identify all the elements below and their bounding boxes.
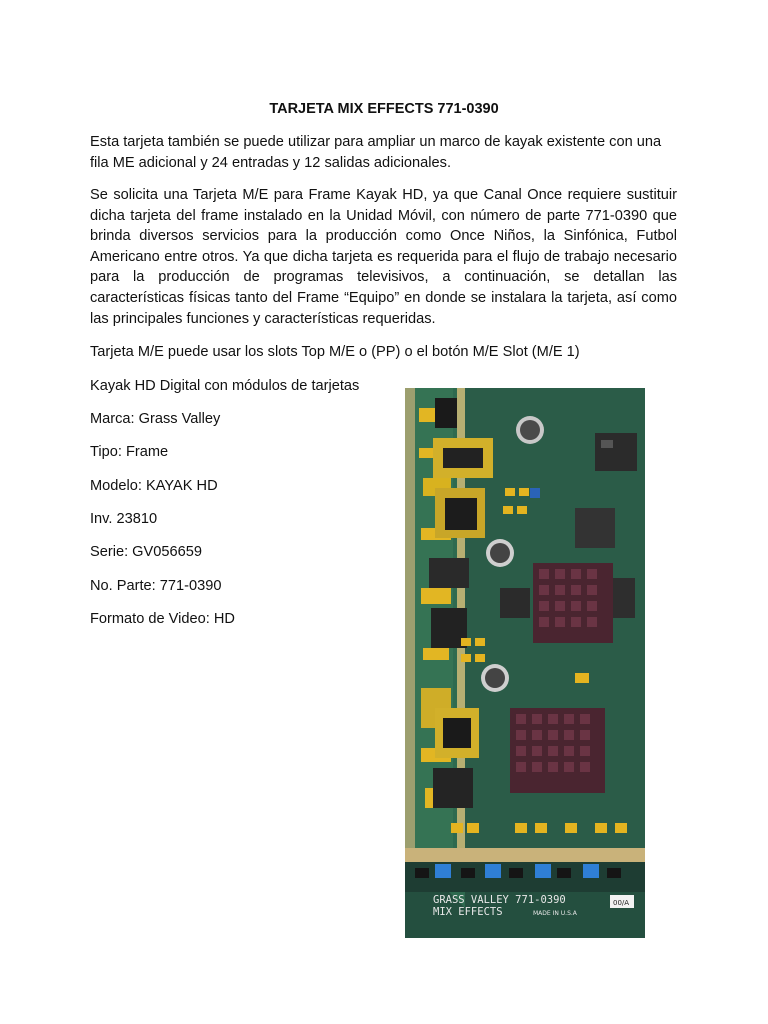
board-label-line1: GRASS VALLEY 771-0390 bbox=[433, 894, 566, 906]
spec-line-part-number: No. Parte: 771-0390 bbox=[90, 578, 222, 594]
spec-line-model: Modelo: KAYAK HD bbox=[90, 478, 218, 494]
slots-note-paragraph: Tarjeta M/E puede usar los slots Top M/E o (PP) o el botón M/E Slot (M/E 1) bbox=[90, 344, 580, 360]
spec-line-video-format: Formato de Video: HD bbox=[90, 611, 235, 627]
circuit-board-photo bbox=[405, 388, 645, 938]
spec-line-type: Tipo: Frame bbox=[90, 444, 169, 460]
board-label-line2: MIX EFFECTS bbox=[433, 906, 503, 918]
spec-line-serial: Serie: GV056659 bbox=[90, 544, 202, 560]
request-paragraph: Se solicita una Tarjeta M/E para Frame Kayak HD, ya que Canal Once requiere sustituir dicha tarjeta del frame instalado en la Unidad Móvil, con número de parte 771-0390 que brinda diversos servicios para la producción como Once Niños, la Sinfónica, Futbol Americano entre otros. Ya que dicha tarjeta es requerida para el flujo de trabajo necesario para la producción de programas televisivos, a continuación, se detallan las características físicas tanto del Frame “Equipo” en donde se instalara la tarjeta, así como las principales funciones y características requeridas. bbox=[90, 187, 677, 327]
board-made-in-label: MADE IN U.S.A bbox=[533, 910, 577, 917]
spec-line-equipment: Kayak HD Digital con módulos de tarjetas bbox=[90, 378, 360, 394]
document-title: TARJETA MIX EFFECTS 771-0390 bbox=[269, 101, 499, 117]
spec-line-brand: Marca: Grass Valley bbox=[90, 411, 221, 427]
spec-line-inventory: Inv. 23810 bbox=[90, 511, 158, 527]
board-sticker-label: 00/A bbox=[613, 899, 630, 907]
intro-paragraph: Esta tarjeta también se puede utilizar para ampliar un marco de kayak existente con una fila ME adicional y 24 entradas y 12 salidas adicionales. bbox=[90, 134, 662, 171]
